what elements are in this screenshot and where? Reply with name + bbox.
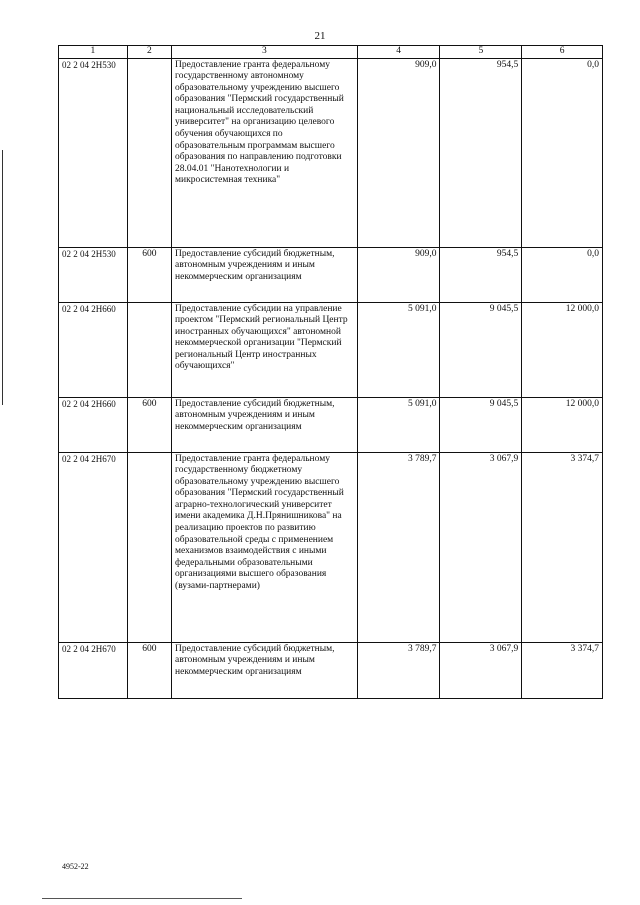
row-code: 02 2 04 2H660 <box>59 397 128 452</box>
row-value-5: 954,5 <box>440 247 522 302</box>
row-value-5: 9 045,5 <box>440 302 522 397</box>
table-row <box>59 642 603 698</box>
row-value-4: 909,0 <box>357 58 440 247</box>
row-value-6: 0,0 <box>522 247 603 302</box>
table-row <box>59 58 603 247</box>
row-value-6: 12 000,0 <box>522 302 603 397</box>
row-description: Предоставление гранта федеральному государственному автономному образовательному учреждению высшего образования "Пермский государственный национальный исследовательский университет" на организацию целевого обучения обучающихся по образовательным программам высшего образования по направлению подготовки 28.04.01 "Нанотехнологии и микросистемная техника" <box>172 58 358 247</box>
row-expense-type <box>127 302 171 397</box>
table-row <box>59 302 603 397</box>
row-value-6: 12 000,0 <box>522 397 603 452</box>
column-header-4: 4 <box>357 46 440 59</box>
row-expense-type <box>127 452 171 642</box>
column-header-3: 3 <box>172 46 358 59</box>
row-value-5: 9 045,5 <box>440 397 522 452</box>
row-value-5: 3 067,9 <box>440 642 522 698</box>
row-code: 02 2 04 2H530 <box>59 58 128 247</box>
bottom-rule <box>42 898 242 899</box>
row-value-4: 3 789,7 <box>357 452 440 642</box>
margin-line <box>2 150 3 405</box>
page-number: 21 <box>314 30 326 42</box>
table-row <box>59 247 603 302</box>
row-value-6: 3 374,7 <box>522 642 603 698</box>
row-value-5: 3 067,9 <box>440 452 522 642</box>
row-description: Предоставление гранта федеральному государственному бюджетному образовательному учреждению высшего образования "Пермский государственный аграрно-технологический университет имени академика Д.Н.Прянишникова" на реализацию проектов по развитию образовательной среды с применением механизмов взаимодействия с иными федеральными образовательными организациями высшего образования (вузами-партнерами) <box>172 452 358 642</box>
row-value-6: 3 374,7 <box>522 452 603 642</box>
row-description: Предоставление субсидий бюджетным, автономным учреждениям и иным некоммерческим организациям <box>172 642 358 698</box>
column-header-5: 5 <box>440 46 522 59</box>
row-code: 02 2 04 2H660 <box>59 302 128 397</box>
row-code: 02 2 04 2H670 <box>59 642 128 698</box>
row-description: Предоставление субсидий бюджетным, автономным учреждениям и иным некоммерческим организациям <box>172 397 358 452</box>
budget-table <box>58 45 603 699</box>
row-value-4: 909,0 <box>357 247 440 302</box>
row-value-5: 954,5 <box>440 58 522 247</box>
column-header-1: 1 <box>59 46 128 59</box>
table-row <box>59 397 603 452</box>
row-expense-type: 600 <box>127 642 171 698</box>
row-value-6: 0,0 <box>522 58 603 247</box>
column-header-2: 2 <box>127 46 171 59</box>
row-value-4: 3 789,7 <box>357 642 440 698</box>
column-header-6: 6 <box>522 46 603 59</box>
footer-code: 4952-22 <box>62 862 89 871</box>
row-value-4: 5 091,0 <box>357 302 440 397</box>
row-code: 02 2 04 2H530 <box>59 247 128 302</box>
row-code: 02 2 04 2H670 <box>59 452 128 642</box>
row-expense-type: 600 <box>127 247 171 302</box>
table-row <box>59 452 603 642</box>
row-description: Предоставление субсидии на управление проектом "Пермский региональный Центр иностранных обучающихся" автономной некоммерческой организации "Пермский региональный Центр иностранных обучающихся" <box>172 302 358 397</box>
row-expense-type <box>127 58 171 247</box>
row-expense-type: 600 <box>127 397 171 452</box>
row-description: Предоставление субсидий бюджетным, автономным учреждениям и иным некоммерческим организациям <box>172 247 358 302</box>
table-header-row <box>59 46 603 59</box>
row-value-4: 5 091,0 <box>357 397 440 452</box>
